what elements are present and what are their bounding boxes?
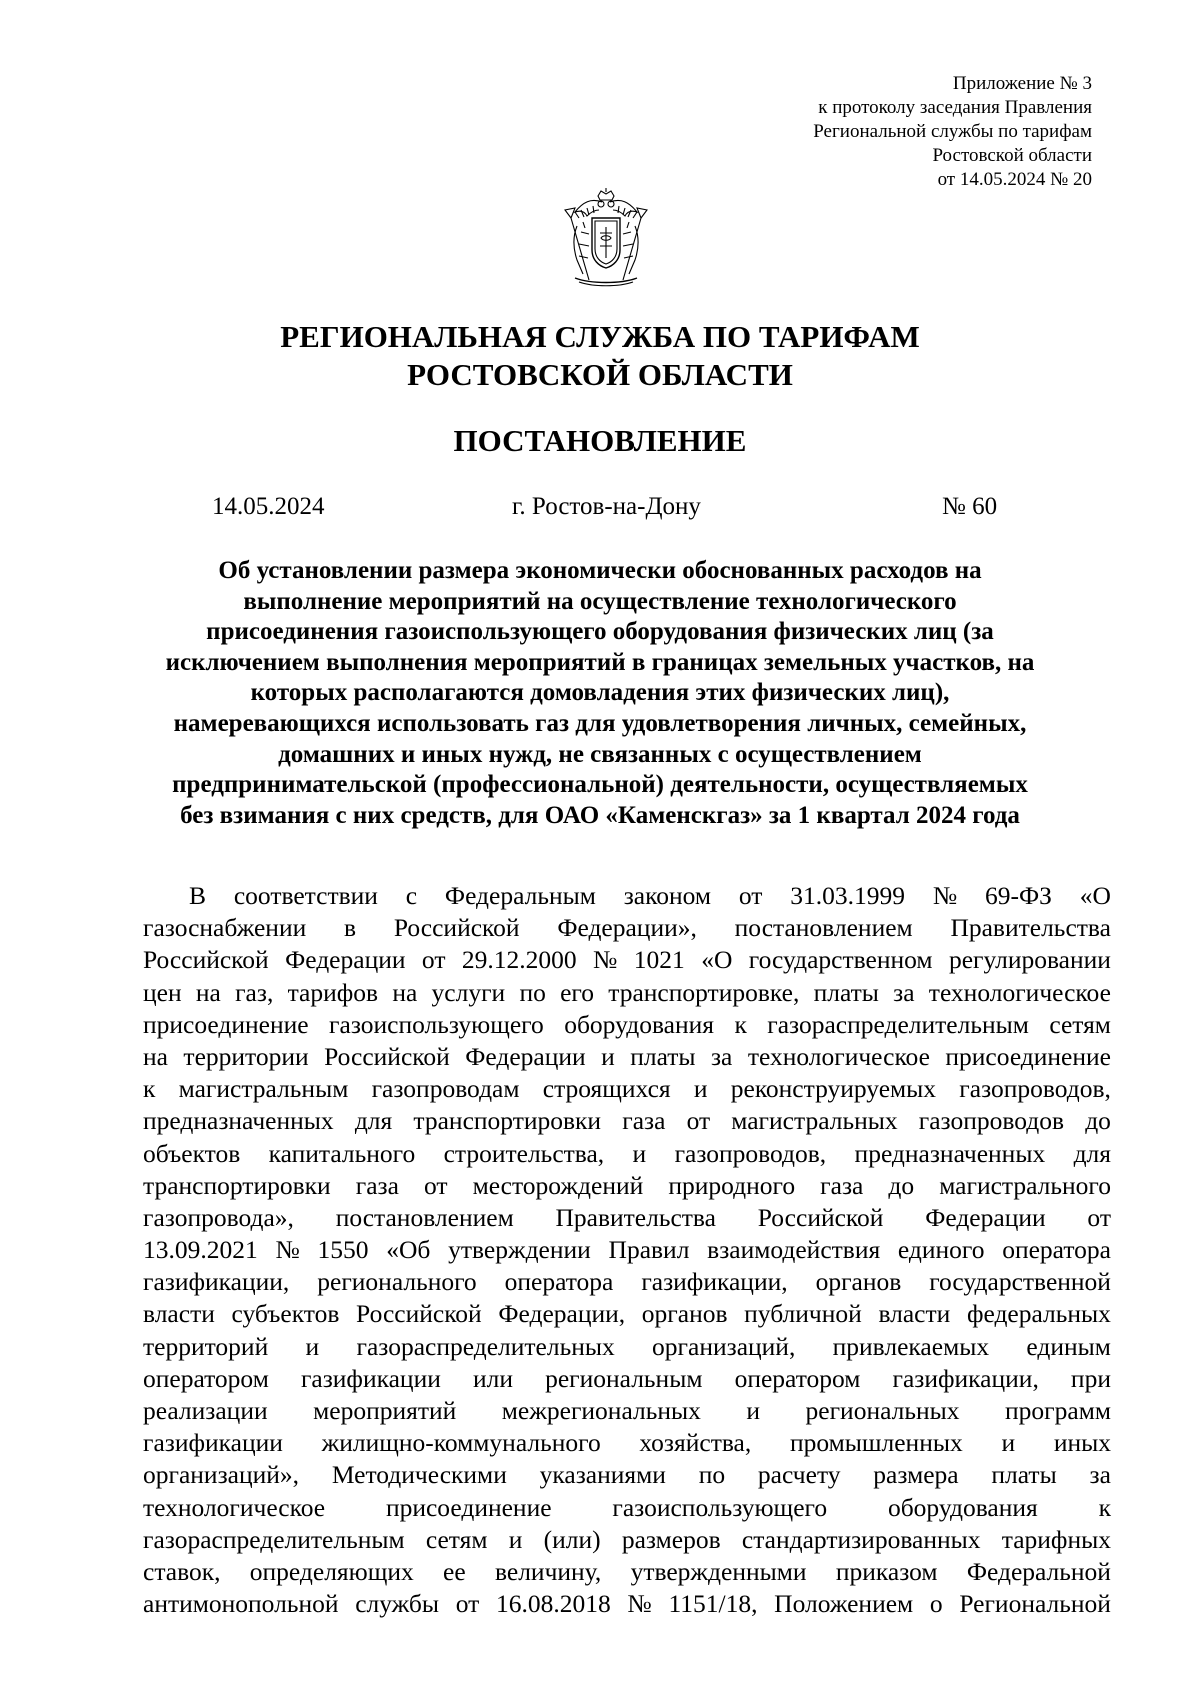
body-line: предназначенных для транспортировки газа от магистральных газопроводов до bbox=[143, 1106, 1111, 1136]
agency-name-line: РОСТОВСКОЙ ОБЛАСТИ bbox=[407, 357, 793, 392]
body-line: В соответствии с Федеральным законом от 31.03.1999 № 69-ФЗ «О bbox=[189, 881, 1111, 910]
subject-line: намеревающихся использовать газ для удовлетворения личных, семейных, bbox=[173, 709, 1027, 737]
body-line: власти субъектов Российской Федерации, органов публичной власти федеральных bbox=[143, 1299, 1111, 1329]
body-line: организаций», Методическими указаниями по расчету размера платы за bbox=[143, 1460, 1111, 1490]
agency-name bbox=[0, 318, 1200, 394]
appendix-block bbox=[632, 72, 1092, 192]
subject-line: предпринимательской (профессиональной) деятельности, осуществляемых bbox=[172, 771, 1028, 799]
appendix-line: Приложение № 3 bbox=[952, 73, 1092, 94]
body-line: транспортировки газа от месторождений природного газа до магистрального bbox=[143, 1170, 1111, 1200]
body-line: ставок, определяющих ее величину, утвержденными приказом Федеральной bbox=[143, 1556, 1111, 1586]
document-city: г. Ростов-на-Дону bbox=[512, 493, 701, 520]
subject-line: которых располагаются домовладения этих физических лиц), bbox=[250, 679, 950, 707]
document-meta-row bbox=[0, 490, 1200, 526]
subject-line: выполнение мероприятий на осуществление технологического bbox=[243, 587, 957, 615]
appendix-line: от 14.05.2024 № 20 bbox=[937, 169, 1092, 190]
body-line: антимонопольной службы от 16.08.2018 № 1151/18, Положением о Региональной bbox=[143, 1589, 1111, 1619]
document-body bbox=[143, 880, 1111, 1620]
body-line: технологическое присоединение газоиспользующего оборудования к bbox=[143, 1492, 1111, 1522]
body-line: присоединение газоиспользующего оборудования к газораспределительным сетям bbox=[143, 1009, 1111, 1039]
document-number: № 60 bbox=[942, 493, 998, 520]
body-line: газопровода», постановлением Правительства Российской Федерации от bbox=[143, 1202, 1111, 1232]
body-line: газоснабжении в Российской Федерации», постановлением Правительства bbox=[143, 913, 1111, 943]
body-line: цен на газ, тарифов на услуги по его транспортировке, платы за технологическое bbox=[143, 977, 1111, 1007]
subject-line: присоединения газоиспользующего оборудования физических лиц (за bbox=[206, 618, 994, 646]
document-subject bbox=[112, 556, 1088, 831]
body-line: на территории Российской Федерации и платы за технологическое присоединение bbox=[143, 1041, 1111, 1071]
body-line: газификации, регионального оператора газификации, органов государственной bbox=[143, 1267, 1111, 1297]
body-line: оператором газификации или региональным оператором газификации, при bbox=[143, 1363, 1111, 1393]
body-line: объектов капитального строительства, и газопроводов, предназначенных для bbox=[143, 1138, 1111, 1168]
appendix-line: к протоколу заседания Правления bbox=[818, 97, 1092, 118]
agency-name-line: РЕГИОНАЛЬНАЯ СЛУЖБА ПО ТАРИФАМ bbox=[280, 319, 920, 354]
body-line: территорий и газораспределительных организаций, привлекаемых единым bbox=[143, 1331, 1111, 1361]
body-line: реализации мероприятий межрегиональных и региональных программ bbox=[143, 1396, 1111, 1425]
body-line: к магистральным газопроводам строящихся и реконструируемых газопроводов, bbox=[143, 1074, 1111, 1104]
subject-line: без взимания с них средств, для ОАО «Каменскгаз» за 1 квартал 2024 года bbox=[180, 801, 1020, 829]
coat-of-arms-icon bbox=[561, 188, 651, 288]
subject-line: домашних и иных нужд, не связанных с осуществлением bbox=[278, 740, 922, 768]
body-line: газораспределительным сетям и (или) размеров стандартизированных тарифных bbox=[143, 1524, 1111, 1554]
document-date: 14.05.2024 bbox=[212, 493, 325, 520]
appendix-line: Региональной службы по тарифам bbox=[813, 121, 1092, 142]
body-line: газификации жилищно-коммунального хозяйства, промышленных и иных bbox=[143, 1428, 1111, 1458]
subject-line: исключением выполнения мероприятий в границах земельных участков, на bbox=[165, 648, 1035, 676]
body-line: 13.09.2021 № 1550 «Об утверждении Правил взаимодействия единого оператора bbox=[143, 1235, 1111, 1265]
subject-line: Об установлении размера экономически обоснованных расходов на bbox=[218, 557, 982, 584]
appendix-line: Ростовской области bbox=[932, 145, 1092, 166]
body-line: Российской Федерации от 29.12.2000 № 1021 «О государственном регулировании bbox=[143, 945, 1111, 975]
document-type-title: ПОСТАНОВЛЕНИЕ bbox=[453, 423, 747, 458]
